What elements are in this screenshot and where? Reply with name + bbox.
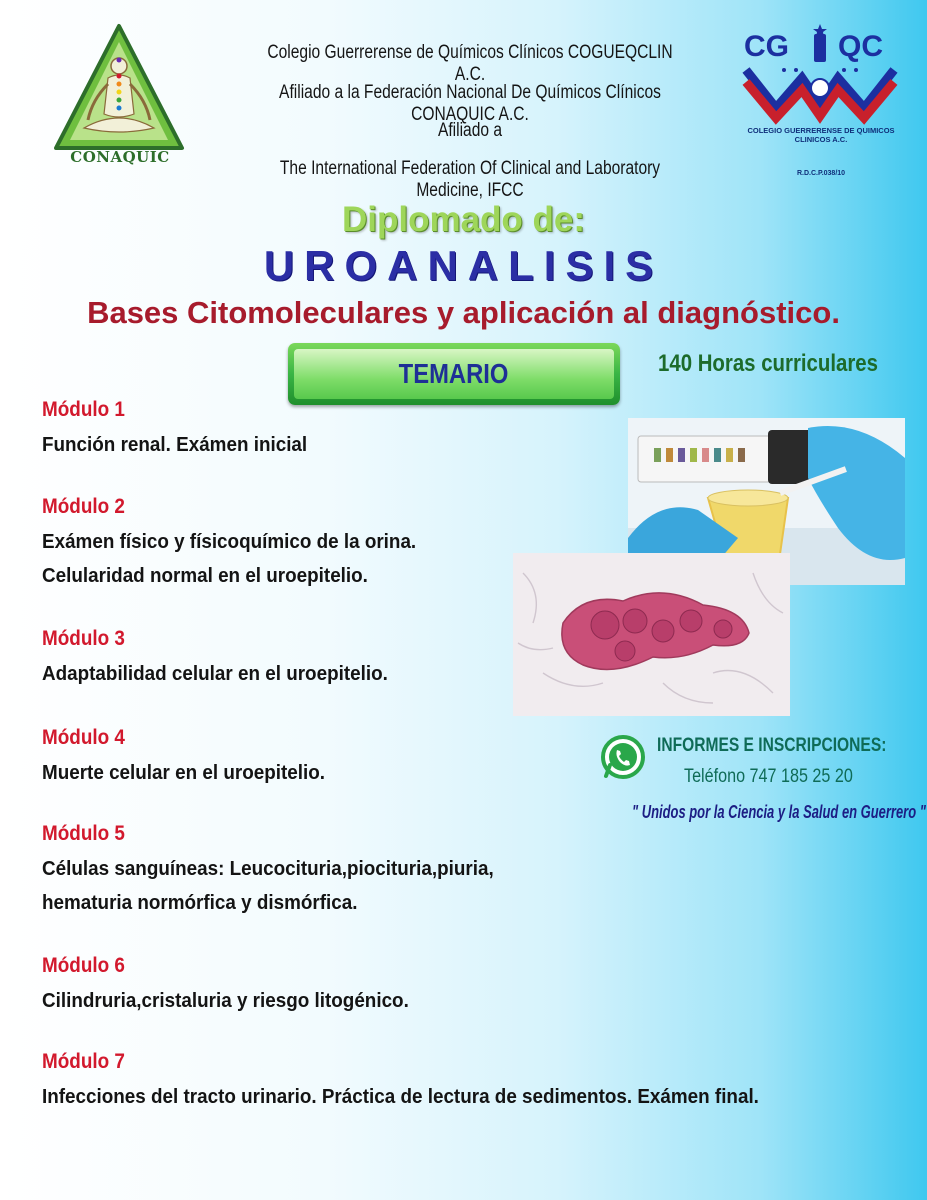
whatsapp-icon — [600, 734, 646, 780]
slogan: " Unidos por la Ciencia y la Salud en Guerrero " — [632, 802, 926, 822]
module-6-title: Módulo 6 — [42, 954, 125, 977]
header-line-2: Afiliado a la Federación Nacional De Químicos Clínicos CONAQUIC A.C. — [279, 82, 661, 125]
module-1-line-1: Función renal. Exámen inicial — [42, 433, 308, 456]
conaquic-logo-text: CONAQUIC — [70, 148, 170, 166]
svg-text:QC: QC — [838, 30, 883, 63]
subtitle: Bases Citomoleculares y aplicación al diagnóstico. — [87, 295, 840, 330]
module-5-line-1: Células sanguíneas: Leucocituria,piocituria,piuria, — [42, 857, 494, 880]
module-3-line-1: Adaptabilidad celular en el uroepitelio. — [42, 662, 388, 685]
temario-banner-inner — [294, 349, 614, 399]
header-line-4: The International Federation Of Clinical and Laboratory Medicine, IFCC — [279, 158, 661, 201]
module-3-title: Módulo 3 — [42, 627, 125, 650]
hours-label: 140 Horas curriculares — [658, 350, 879, 377]
temario-label: TEMARIO — [399, 358, 509, 389]
urothelial-cells-photo — [513, 553, 790, 716]
informes-heading: INFORMES E INSCRIPCIONES: — [657, 735, 887, 756]
module-4-line-1: Muerte celular en el uroepitelio. — [42, 761, 325, 784]
module-6-line-1: Cilindruria,cristaluria y riesgo litogénico. — [42, 989, 409, 1012]
module-7-line-1: Infecciones del tracto urinario. Práctica de lectura de sedimentos. Exámen final. — [42, 1085, 759, 1108]
module-4-title: Módulo 4 — [42, 726, 125, 749]
module-2-title: Módulo 2 — [42, 495, 125, 518]
module-2-line-2: Celularidad normal en el uroepitelio. — [42, 564, 368, 587]
cgqc-logo-caption: COLEGIO GUERRERENSE DE QUIMICOS CLINICOS A.C. — [747, 126, 895, 144]
cgqc-registration: R.D.C.P.038/10 — [796, 170, 846, 177]
header-line-3: Afiliado a — [437, 120, 503, 141]
header-line-1: Colegio Guerrerense de Químicos Clínicos COGUEQCLIN A.C. — [267, 42, 673, 85]
module-7-title: Módulo 7 — [42, 1050, 125, 1073]
temario-banner — [288, 343, 620, 405]
main-title: UROANALISIS — [263, 242, 664, 289]
module-5-title: Módulo 5 — [42, 822, 125, 845]
module-1-title: Módulo 1 — [42, 398, 125, 421]
module-5-line-2: hematuria normórfica y dismórfica. — [42, 891, 358, 914]
svg-text:CG: CG — [744, 30, 789, 63]
diplomado-heading: Diplomado de: — [341, 200, 586, 239]
module-2-line-1: Exámen físico y físicoquímico de la orina. — [42, 530, 417, 553]
phone-number: Teléfono 747 185 25 20 — [684, 766, 853, 787]
